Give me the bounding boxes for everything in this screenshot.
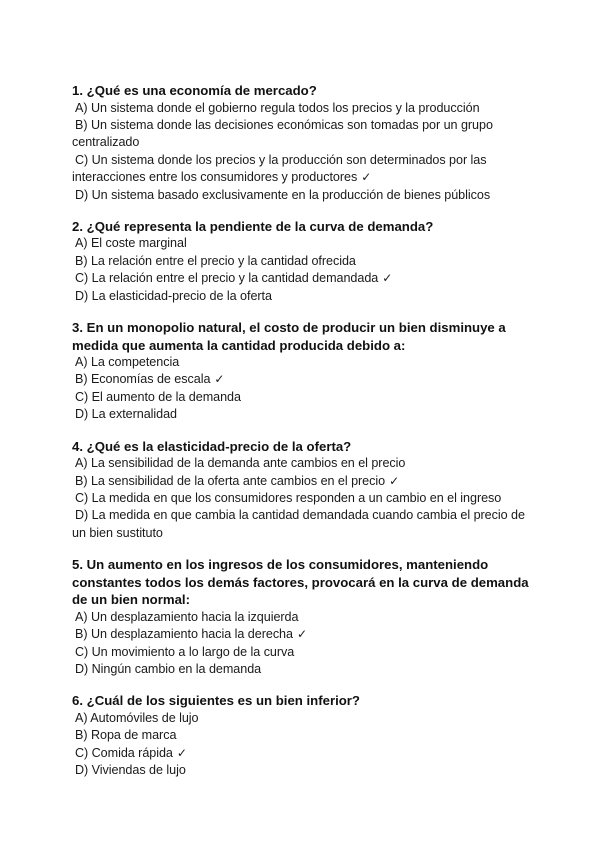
question-2 — [72, 218, 542, 305]
answer-option-a: A) La sensibilidad de la demanda ante cambios en el precio — [75, 456, 406, 471]
answer-option-a: A) La competencia — [75, 355, 180, 370]
answer-option-a: A) Automóviles de lujo — [75, 710, 199, 725]
answer-option-b: B) Economías de escala ✓ — [75, 372, 225, 387]
check-icon: ✓ — [361, 170, 372, 185]
answer-option-d: D) Viviendas de lujo — [75, 763, 186, 778]
answer-option-b: B) Ropa de marca — [75, 728, 177, 743]
question-title: 2. ¿Qué representa la pendiente de la curva de demanda? — [72, 218, 434, 234]
question-6 — [72, 692, 542, 779]
check-icon: ✓ — [296, 627, 307, 642]
answer-option-c: C) Comida rápida ✓ — [75, 745, 187, 760]
answer-option-d: D) Un sistema basado exclusivamente en la producción de bienes públicos — [75, 187, 491, 202]
answer-option-d: D) La externalidad — [75, 407, 178, 422]
answer-option-a: A) Un desplazamiento hacia la izquierda — [75, 609, 299, 624]
answer-option-c: C) Un sistema donde los precios y la producción son determinados por las interacciones entre los consumidores y productores ✓ — [72, 152, 487, 185]
answer-option-b: B) Un desplazamiento hacia la derecha ✓ — [75, 627, 307, 642]
question-title: 3. En un monopolio natural, el costo de producir un bien disminuye a medida que aumenta la cantidad producida debido a: — [72, 320, 506, 353]
check-icon: ✓ — [389, 473, 400, 488]
answer-option-c: C) La relación entre el precio y la cantidad demandada ✓ — [75, 271, 393, 286]
answer-option-c: C) El aumento de la demanda — [75, 389, 241, 404]
answer-option-b: B) Un sistema donde las decisiones económicas son tomadas por un grupo centralizado — [72, 117, 493, 150]
question-4 — [72, 438, 542, 543]
answer-option-c: C) Un movimiento a lo largo de la curva — [75, 644, 295, 659]
answer-option-b: B) La relación entre el precio y la cantidad ofrecida — [75, 253, 356, 268]
check-icon: ✓ — [214, 372, 225, 387]
answer-option-d: D) Ningún cambio en la demanda — [75, 661, 262, 676]
answer-option-d: D) La elasticidad-precio de la oferta — [75, 288, 272, 303]
question-5 — [72, 556, 542, 678]
answer-option-a: A) El coste marginal — [75, 236, 187, 251]
question-title: 1. ¿Qué es una economía de mercado? — [72, 83, 317, 98]
question-title: 4. ¿Qué es la elasticidad-precio de la oferta? — [72, 438, 352, 454]
question-title: 6. ¿Cuál de los siguientes es un bien inferior? — [72, 693, 360, 709]
answer-option-d: D) La medida en que cambia la cantidad demandada cuando cambia el precio de un bien sustituto — [72, 508, 525, 540]
question-title: 5. Un aumento en los ingresos de los consumidores, manteniendo constantes todos los demás factores, provocará en la curva de demanda de un bien normal: — [72, 557, 529, 608]
answer-option-a: A) Un sistema donde el gobierno regula todos los precios y la producción — [75, 100, 480, 115]
answer-option-c: C) La medida en que los consumidores responden a un cambio en el ingreso — [75, 491, 502, 505]
quiz-document — [72, 82, 542, 793]
question-3 — [72, 319, 542, 424]
question-1 — [72, 82, 542, 204]
answer-option-b: B) La sensibilidad de la oferta ante cambios en el precio ✓ — [75, 473, 400, 488]
check-icon: ✓ — [382, 271, 393, 286]
check-icon: ✓ — [176, 745, 187, 760]
